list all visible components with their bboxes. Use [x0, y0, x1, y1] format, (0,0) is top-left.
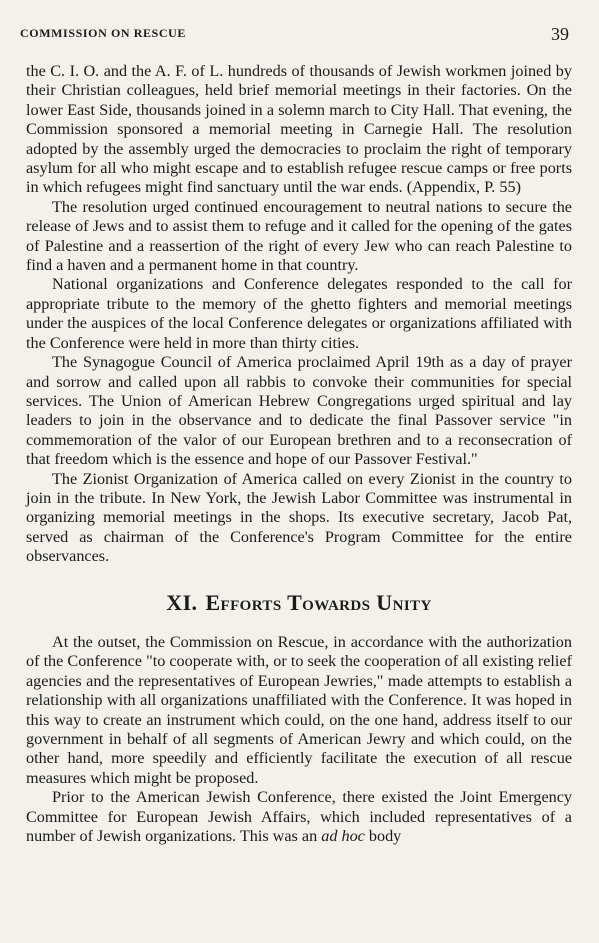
body-text — [26, 62, 572, 846]
paragraph-prior-end: body — [364, 827, 402, 846]
paragraph-prior — [26, 788, 572, 846]
section-heading — [26, 589, 572, 615]
paragraph-national-organizations: National organizations and Conference delegates responded to the call for appropriate tribute to the memory of the ghetto fighters and memorial meetings under the auspices of the local Conference delegates or organizations affiliated with the Conference were held in more than thirty cities. — [26, 275, 572, 352]
page-number: 39 — [551, 24, 569, 44]
paragraph-resolution: The resolution urged continued encouragement to neutral nations to secure the release of Jews and to assist them to refuge and it called for the opening of the gates of Palestine and a reassertion of the right of every Jew who can reach Palestine to find a haven and a permanent home in that country. — [26, 197, 572, 275]
running-head: COMMISSION ON RESCUE — [20, 26, 187, 40]
paragraph-prior-text: Prior to the American Jewish Conference, there existed the Joint Emergency Committee for European Jewish Affairs, which included representatives of a number of Jewish organizations. This was an — [26, 788, 572, 846]
paragraph-continuation: the C. I. O. and the A. F. of L. hundreds of thousands of Jewish workmen joined by their Christian colleagues, held brief memorial meetings in their factories. On the lower East Side, thousands joined in a solemn march to City Hall. That evening, the Commission sponsored a memorial meeting in Carnegie Hall. The resolution adopted by the assembly urged the democracies to proclaim the right of temporary asylum for all who might escape and to establish refugee rescue camps or free ports in which refugees might find sanctuary until the war ends. (Appendix, P. 55) — [26, 62, 572, 197]
italic-phrase: ad hoc — [321, 827, 365, 846]
section-number: XI. — [166, 589, 198, 615]
paragraph-zionist-organization: The Zionist Organization of America called on every Zionist in the country to join in the tribute. In New York, the Jewish Labor Committee was instrumental in organizing memorial meetings in the shops. Its executive secretary, Jacob Pat, served as chairman of the Conference's Program Committee for the entire observances. — [26, 469, 572, 566]
section-title: Efforts Towards Unity — [205, 589, 432, 615]
paragraph-synagogue-council: The Synagogue Council of America proclaimed April 19th as a day of prayer and sorrow and called upon all rabbis to convoke their communities for special services. The Union of American Hebrew Congregations urged spiritual and lay leaders to join in the observance and to dedicate the final Passover service "in commemoration of the valor of our European brethren and to a reconsecration of that freedom which is the essence and hope of our Passover Festival." — [26, 353, 572, 469]
page-header — [20, 24, 569, 44]
paragraph-outset: At the outset, the Commission on Rescue, in accordance with the authorization of the Conference "to cooperate with, or to seek the cooperation of all existing relief agencies and the representatives of European Jewries," made attempts to establish a relationship with all organizations unaffiliated with the Conference. It was hoped in this way to create an instrument which could, on the one hand, address itself to our government in behalf of all segments of American Jewry and which could, on the other hand, more speedily and efficiently facilitate the execution of all rescue measures which might be proposed. — [26, 632, 572, 787]
